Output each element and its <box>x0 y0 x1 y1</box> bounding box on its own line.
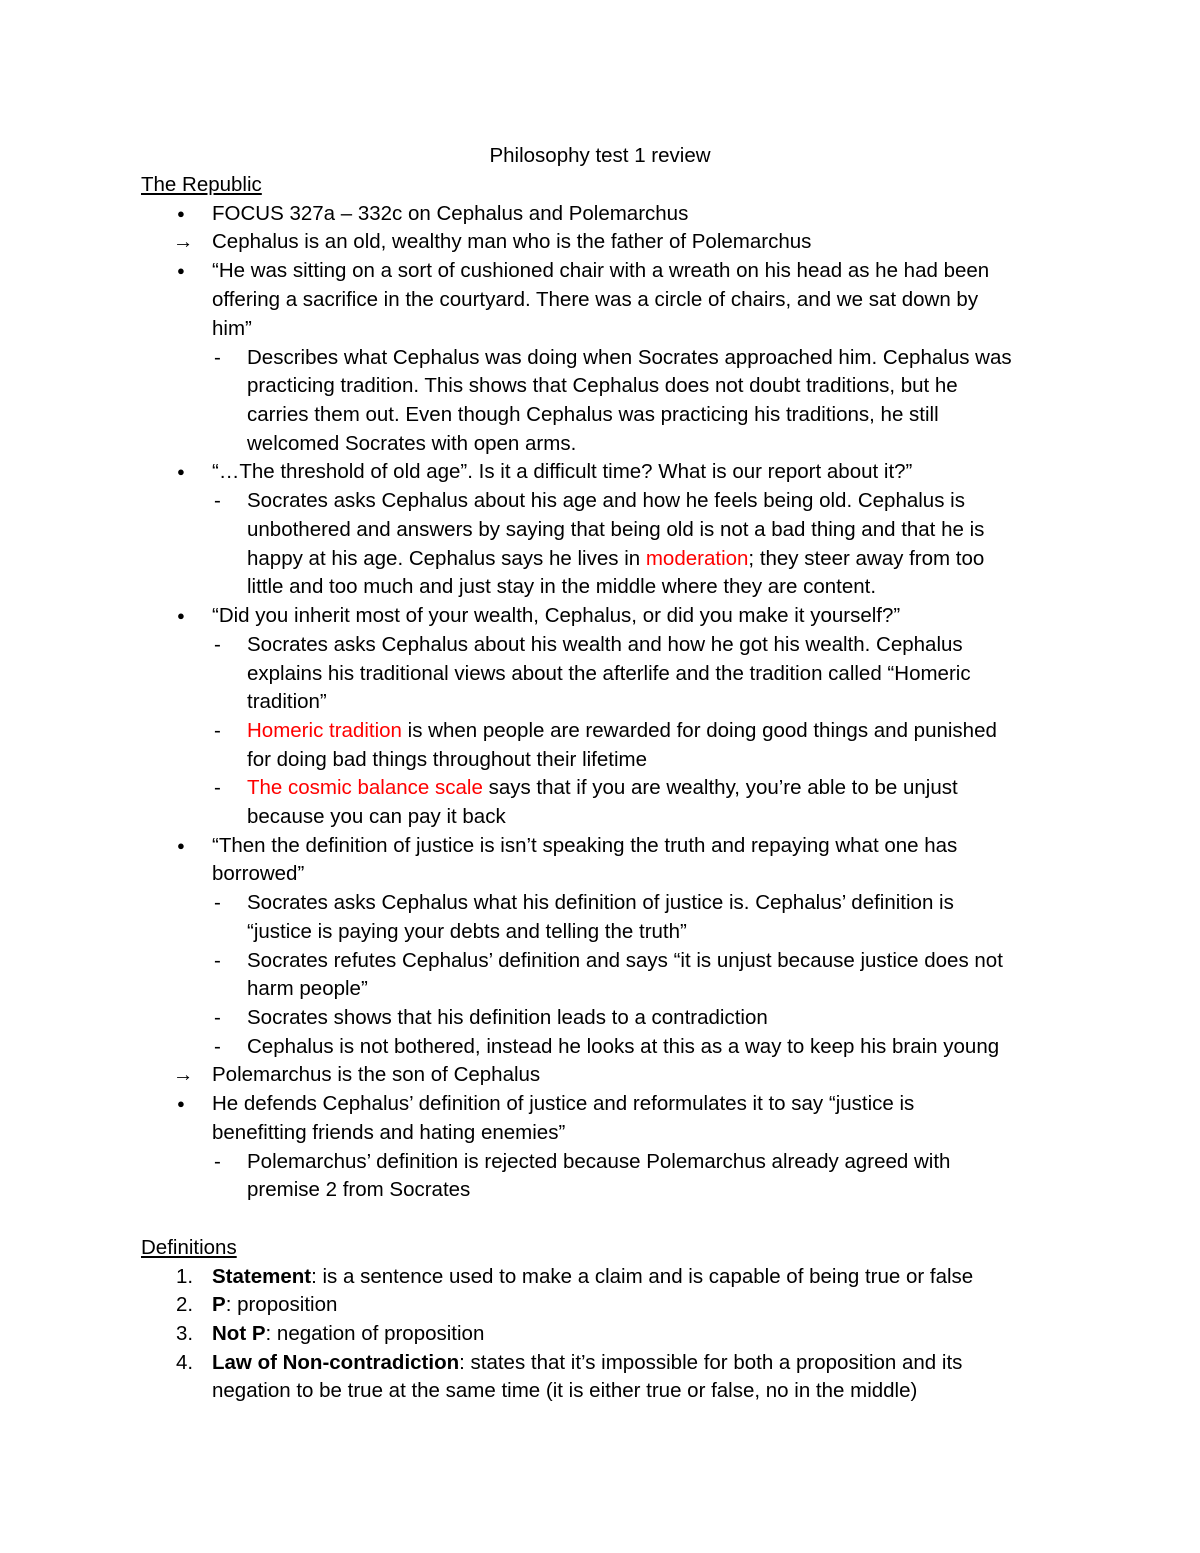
bullet-marker: ● <box>177 206 185 221</box>
list-item-continuation: offering a sacrifice in the courtyard. There was a circle of chairs, and we sat down by <box>212 288 979 311</box>
sub-list-item-continuation: harm people” <box>247 977 368 1000</box>
dash-marker: - <box>214 1006 221 1029</box>
sub-list-item: - Describes what Cephalus was doing when Socrates approached him. Cephalus was <box>141 344 1061 373</box>
dash-marker: - <box>214 346 221 369</box>
arrow-marker: → <box>173 1063 194 1086</box>
bullet-marker: ● <box>177 263 185 278</box>
list-number: 1. <box>176 1265 194 1288</box>
dash-marker: - <box>214 633 221 656</box>
bullet-marker: ● <box>177 464 185 479</box>
definition-term: Statement <box>212 1265 312 1288</box>
sub-list-item-continuation: tradition” <box>247 690 327 713</box>
dash-marker: - <box>214 949 221 972</box>
list-number: 4. <box>176 1351 194 1374</box>
sub-list-item-continuation: little and too much and just stay in the middle where they are content. <box>247 575 877 598</box>
sub-list-item-continuation: practicing tradition. This shows that Cephalus does not doubt traditions, but he <box>247 374 958 397</box>
section-heading-republic: The Republic <box>141 173 262 196</box>
dash-marker: - <box>214 1150 221 1173</box>
highlight-term-homeric-tradition: Homeric tradition <box>247 719 402 742</box>
sub-list-item-continuation: for doing bad things throughout their lifetime <box>247 748 648 771</box>
list-item-continuation: him” <box>212 317 252 340</box>
list-item: → Cephalus is an old, wealthy man who is the father of Polemarchus <box>141 228 1061 257</box>
list-item: → Polemarchus is the son of Cephalus <box>141 1061 1061 1090</box>
list-item: ● FOCUS 327a – 332c on Cephalus and Polemarchus <box>141 200 1061 229</box>
definition-item: 3. Not P: negation of proposition <box>141 1320 1061 1349</box>
sub-list-item: - The cosmic balance scale says that if you are wealthy, you’re able to be unjust <box>141 774 1061 803</box>
dash-marker: - <box>214 489 221 512</box>
section-heading-definitions: Definitions <box>141 1236 237 1259</box>
list-item-continuation: benefitting friends and hating enemies” <box>212 1121 566 1144</box>
dash-marker: - <box>214 891 221 914</box>
bullet-marker: ● <box>177 608 185 623</box>
definition-item: 2. P: proposition <box>141 1291 1061 1320</box>
sub-list-item-continuation: carries them out. Even though Cephalus was practicing his traditions, he still <box>247 403 939 426</box>
list-number: 2. <box>176 1293 194 1316</box>
definition-term: P <box>212 1293 226 1316</box>
list-item: ● “He was sitting on a sort of cushioned chair with a wreath on his head as he had been <box>141 257 1061 286</box>
highlight-term-cosmic-balance-scale: The cosmic balance scale <box>247 776 483 799</box>
sub-list-item: - Socrates asks Cephalus about his wealth and how he got his wealth. Cephalus <box>141 631 1061 660</box>
sub-list-item-continuation: unbothered and answers by saying that being old is not a bad thing and that he is <box>247 518 985 541</box>
sub-list-item: - Socrates asks Cephalus what his definition of justice is. Cephalus’ definition is <box>141 889 1061 918</box>
definition-term: Law of Non-contradiction <box>212 1351 460 1374</box>
dash-marker: - <box>214 1035 221 1058</box>
sub-list-item: - Polemarchus’ definition is rejected because Polemarchus already agreed with <box>141 1148 1061 1177</box>
sub-list-item-continuation: premise 2 from Socrates <box>247 1178 471 1201</box>
arrow-marker: → <box>173 230 194 253</box>
page-title: Philosophy test 1 review <box>489 144 711 167</box>
list-item: ● He defends Cephalus’ definition of justice and reformulates it to say “justice is <box>141 1090 1061 1119</box>
highlight-term-moderation: moderation <box>645 547 749 570</box>
dash-marker: - <box>214 719 221 742</box>
list-item-continuation: borrowed” <box>212 862 305 885</box>
definition-item-continuation: negation to be true at the same time (it is either true or false, no in the middle) <box>212 1379 918 1402</box>
list-item: ● “…The threshold of old age”. Is it a difficult time? What is our report about it?” <box>141 458 1061 487</box>
sub-list-item-continuation: happy at his age. Cephalus says he lives in moderation; they steer away from too <box>247 547 985 570</box>
sub-list-item-continuation: welcomed Socrates with open arms. <box>247 432 577 455</box>
list-number: 3. <box>176 1322 194 1345</box>
sub-list-item: - Socrates asks Cephalus about his age and how he feels being old. Cephalus is <box>141 487 1061 516</box>
sub-list-item-continuation: “justice is paying your debts and telling the truth” <box>247 920 687 943</box>
dash-marker: - <box>214 776 221 799</box>
sub-list-item-continuation: because you can pay it back <box>247 805 506 828</box>
sub-list-item: - Cephalus is not bothered, instead he looks at this as a way to keep his brain young <box>141 1033 1061 1062</box>
definition-item: 1. Statement: is a sentence used to make a claim and is capable of being true or false <box>141 1263 1061 1292</box>
sub-list-item: - Socrates shows that his definition leads to a contradiction <box>141 1004 1061 1033</box>
sub-list-item-continuation: explains his traditional views about the afterlife and the tradition called “Homeric <box>247 662 971 685</box>
definition-term: Not P <box>212 1322 266 1345</box>
definition-item: 4. Law of Non-contradiction: states that it’s impossible for both a proposition and its <box>141 1349 1061 1378</box>
sub-list-item: - Homeric tradition is when people are rewarded for doing good things and punished <box>141 717 1061 746</box>
bullet-marker: ● <box>177 1096 185 1111</box>
list-item: ● “Then the definition of justice is isn’t speaking the truth and repaying what one has <box>141 832 1061 861</box>
list-item: ● “Did you inherit most of your wealth, Cephalus, or did you make it yourself?” <box>141 602 1061 631</box>
sub-list-item: - Socrates refutes Cephalus’ definition and says “it is unjust because justice does not <box>141 947 1061 976</box>
bullet-marker: ● <box>177 838 185 853</box>
